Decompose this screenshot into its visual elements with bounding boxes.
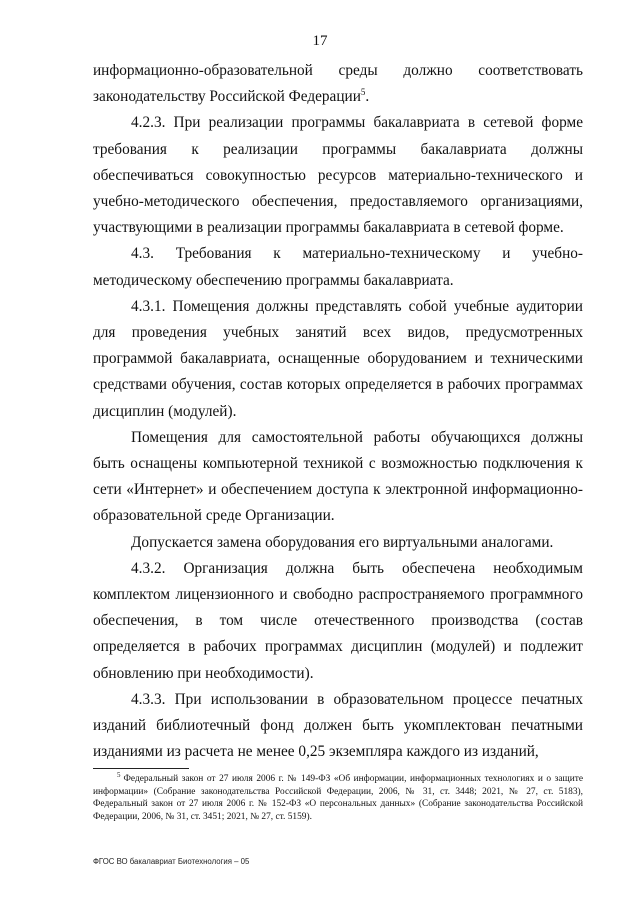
paragraph-virtual-analogs: Допускается замена оборудования его виртуальными аналогами. <box>131 533 554 551</box>
footnote-reference: 5 <box>360 87 366 98</box>
paragraph-text: информационно-образовательной среды должно соответствовать законодательству Российской Федерации <box>93 62 583 106</box>
paragraph-suffix: . <box>365 88 370 106</box>
footnote-separator <box>93 768 189 769</box>
page-footer: ФГОС ВО бакалавриат Биотехнология – 05 <box>93 857 250 866</box>
paragraph-4-3: 4.3. Требования к материально-техническому и учебно-методическому обеспечению программы бакалавриата. <box>93 245 583 289</box>
footnote-mark: 5 <box>117 770 121 779</box>
page-number: 17 <box>312 33 328 49</box>
body-text <box>93 58 583 765</box>
paragraph-continuation <box>93 58 583 110</box>
paragraph-4-3-2: 4.3.2. Организация должна быть обеспечена необходимым комплектом лицензионного и свободно распространяемого программного обеспечения, в том числе отечественного производства (состав определяется в рабочих программах дисциплин (модулей) и подлежит обновлению при необходимости). <box>93 559 583 682</box>
footnote <box>93 770 583 823</box>
footnote-text: Федеральный закон от 27 июля 2006 г. № 149-ФЗ «Об информации, информационных технологиях и о защите информации» (Собрание законодательства Российской Федерации, 2006, № 31, ст. 3448; 2021, № 27, ст. 5183), Федеральный закон от 27 июля 2006 г. № 152-ФЗ «О персональных данных» (Собрание законодательства Российской Федерации, 2006, № 31, ст. 3451; 2021, № 27, ст. 5159). <box>93 774 583 822</box>
paragraph-4-2-3: 4.2.3. При реализации программы бакалавриата в сетевой форме требования к реализации программы бакалавриата должны обеспечиваться совокупностью ресурсов материально-технического и учебно-методического обеспечения, предоставляемого организациями, участвующими в реализации программы бакалавриата в сетевой форме. <box>93 114 583 237</box>
paragraph-4-3-1: 4.3.1. Помещения должны представлять собой учебные аудитории для проведения учебных занятий всех видов, предусмотренных программой бакалавриата, оснащенные оборудованием и техническими средствами обучения, состав которых определяется в рабочих программах дисциплин (модулей). <box>93 297 583 420</box>
paragraph-4-3-3: 4.3.3. При использовании в образовательном процессе печатных изданий библиотечный фонд должен быть укомплектован печатными изданиями из расчета не менее 0,25 экземпляра каждого из изданий, <box>93 690 583 761</box>
paragraph-self-study-rooms: Помещения для самостоятельной работы обучающихся должны быть оснащены компьютерной техникой с возможностью подключения к сети «Интернет» и обеспечением доступа к электронной информационно-образовательной среде Организации. <box>93 428 583 525</box>
